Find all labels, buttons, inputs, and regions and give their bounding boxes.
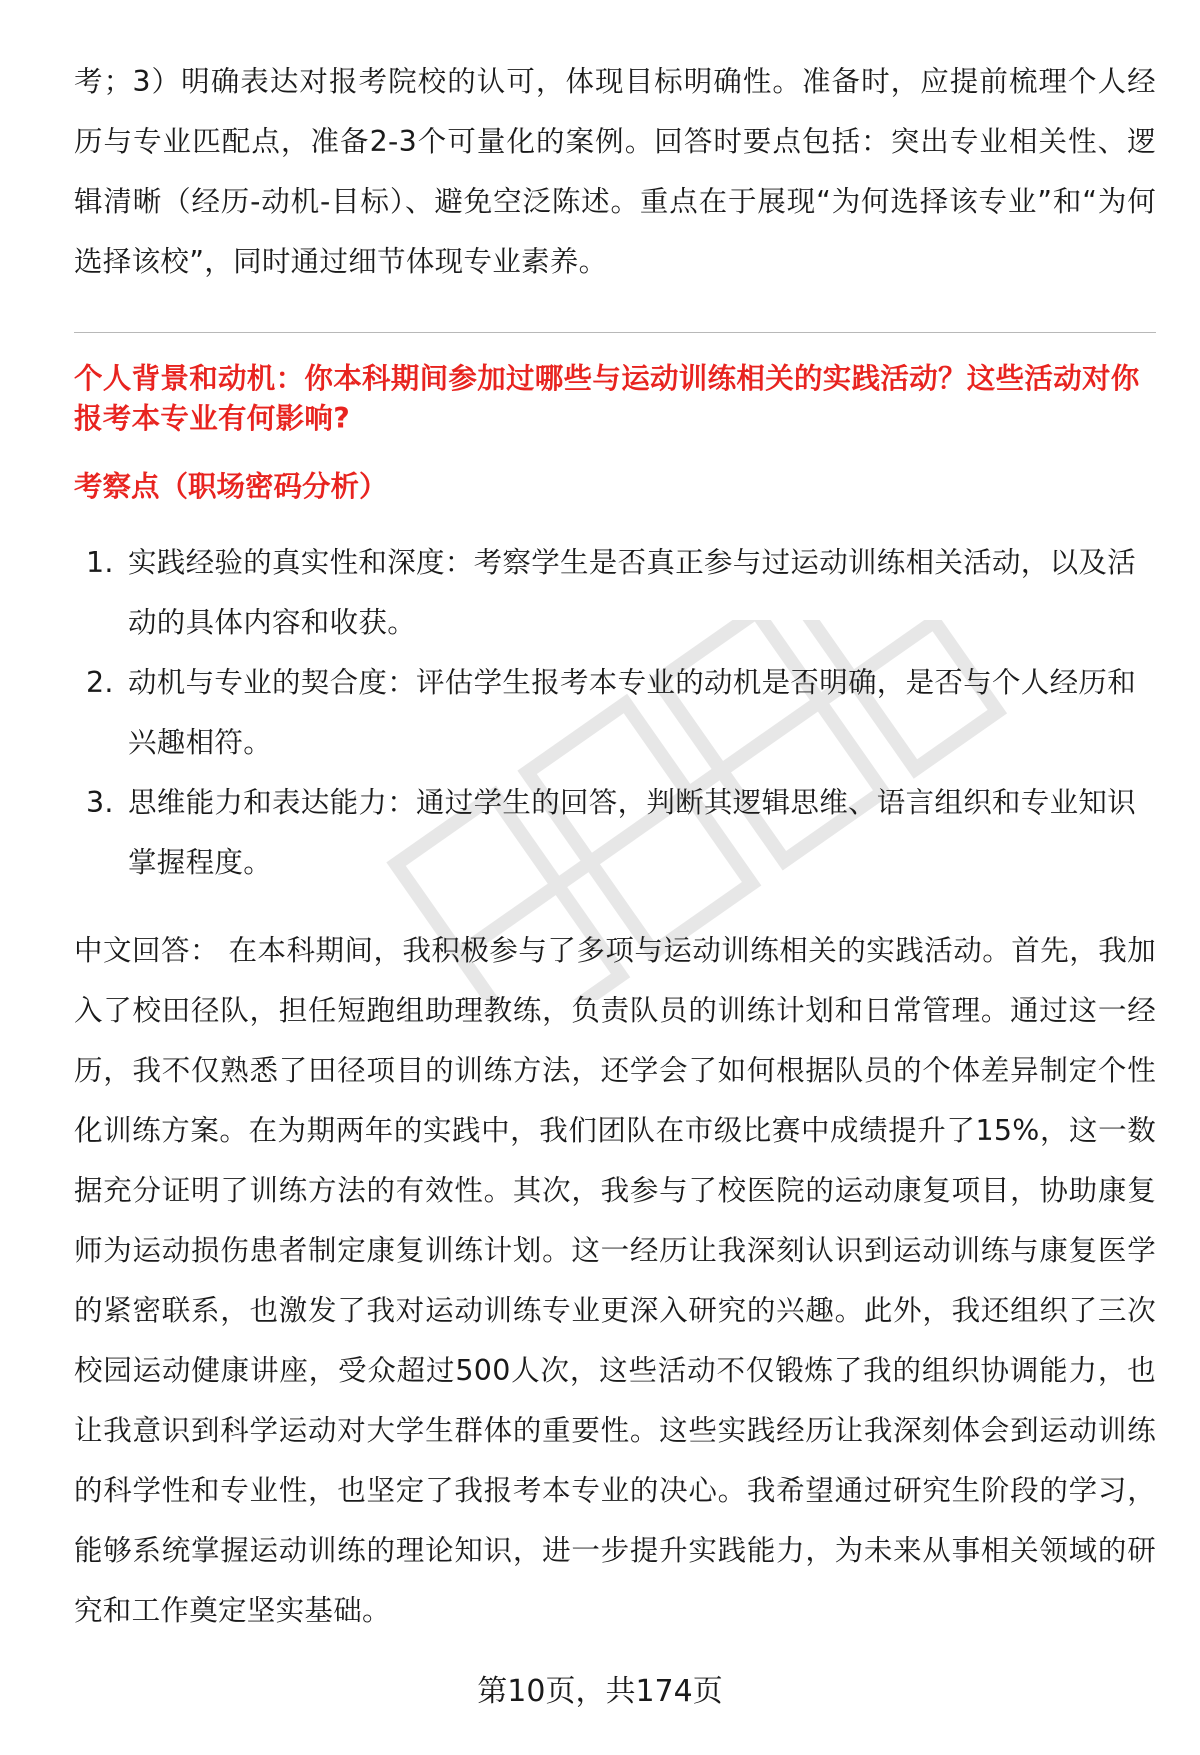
list-item (74, 773, 1156, 893)
page-number-footer: 第10页，共174页 (477, 1674, 723, 1709)
list-item-number: 3. (86, 786, 114, 819)
list-item-text: 思维能力和表达能力：通过学生的回答，判断其逻辑思维、语言组织和专业知识掌握程度。 (128, 786, 1137, 879)
list-item-text: 实践经验的真实性和深度：考察学生是否真正参与过运动训练相关活动，以及活动的具体内容和收获。 (128, 546, 1137, 639)
list-item (74, 533, 1156, 653)
list-item (74, 653, 1156, 773)
exam-points-list (74, 533, 1156, 893)
main-content (74, 52, 1156, 1641)
list-item-number: 2. (86, 666, 114, 699)
intro-paragraph: 考；3）明确表达对报考院校的认可，体现目标明确性。准备时，应提前梳理个人经历与专业匹配点，准备2-3个可量化的案例。回答时要点包括：突出专业相关性、逻辑清晰（经历-动机-目标）、避免空泛陈述。重点在于展现“为何选择该专业”和“为何选择该校”，同时通过细节体现专业素养。 (74, 65, 1156, 278)
answer-paragraph: 中文回答： 在本科期间，我积极参与了多项与运动训练相关的实践活动。首先，我加入了校田径队，担任短跑组助理教练，负责队员的训练计划和日常管理。通过这一经历，我不仅熟悉了田径项目的训练方法，还学会了如何根据队员的个体差异制定个性化训练方案。在为期两年的实践中，我们团队在市级比赛中成绩提升了15%，这一数据充分证明了训练方法的有效性。其次，我参与了校医院的运动康复项目，协助康复师为运动损伤患者制定康复训练计划。这一经历让我深刻认识到运动训练与康复医学的紧密联系，也激发了我对运动训练专业更深入研究的兴趣。此外，我还组织了三次校园运动健康讲座，受众超过500人次，这些活动不仅锻炼了我的组织协调能力，也让我意识到科学运动对大学生群体的重要性。这些实践经历让我深刻体会到运动训练的科学性和专业性，也坚定了我报考本专业的决心。我希望通过研究生阶段的学习，能够系统掌握运动训练的理论知识，进一步提升实践能力，为未来从事相关领域的研究和工作奠定坚实基础。 (74, 934, 1156, 1627)
section-divider (74, 332, 1156, 333)
list-item-text: 动机与专业的契合度：评估学生报考本专业的动机是否明确，是否与个人经历和兴趣相符。 (128, 666, 1137, 759)
list-item-number: 1. (86, 546, 114, 579)
question-title: 个人背景和动机：你本科期间参加过哪些与运动训练相关的实践活动？这些活动对你报考本专业有何影响? (74, 362, 1140, 435)
exam-points-heading: 考察点（职场密码分析） (74, 470, 388, 503)
